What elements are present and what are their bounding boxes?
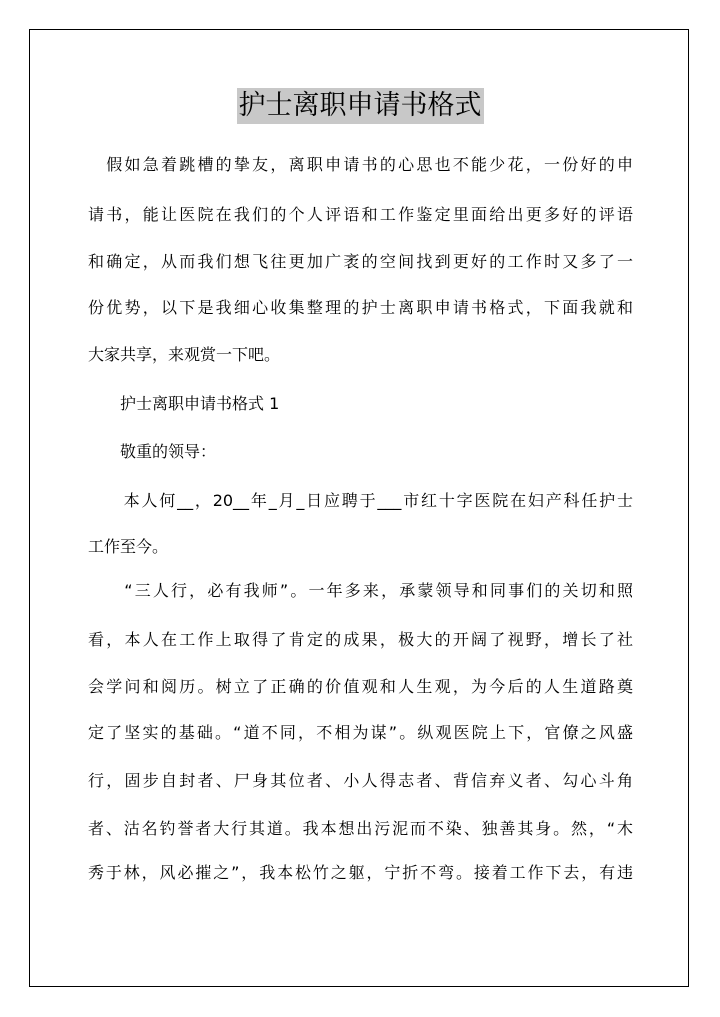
body-line: 行，固步自封者、尸身其位者、小人得志者、背信弃义者、勾心斗角 xyxy=(88,771,633,790)
body-line: 会学问和阅历。树立了正确的价值观和人生观，为今后的人生道路奠 xyxy=(88,677,633,696)
document-title: 护士离职申请书格式 xyxy=(237,88,484,124)
body-line: 份优势，以下是我细心收集整理的护士离职申请书格式，下面我就和 xyxy=(88,298,633,317)
body-line: 假如急着跳槽的挚友，离职申请书的心思也不能少花，一份好的申 xyxy=(88,155,633,174)
body-line: 者、沽名钓誉者大行其道。我本想出污泥而不染、独善其身。然，“木 xyxy=(88,819,633,838)
body-line: “三人行，必有我师”。一年多来，承蒙领导和同事们的关切和照 xyxy=(88,581,633,600)
body-line: 请书，能让医院在我们的个人评语和工作鉴定里面给出更多好的评语 xyxy=(88,205,633,224)
section-heading: 护士离职申请书格式 1 xyxy=(88,394,280,413)
body-line: 和确定，从而我们想飞往更加广袤的空间找到更好的工作时又多了一 xyxy=(88,252,633,271)
body-line: 秀于林，风必摧之”，我本松竹之躯，宁折不弯。接着工作下去，有违 xyxy=(88,863,633,882)
body-line: 工作至今。 xyxy=(88,537,169,556)
body-line: 看，本人在工作上取得了肯定的成果，极大的开阔了视野，增长了社 xyxy=(88,630,633,649)
salutation: 敬重的领导： xyxy=(88,442,217,461)
body-line: 定了坚实的基础。“道不同，不相为谋”。纵观医院上下，官僚之风盛 xyxy=(88,723,633,742)
body-line: 本人何__，20__年_月_日应聘于___市红十字医院在妇产科任护士 xyxy=(88,491,633,510)
title-container xyxy=(0,88,720,124)
body-line: 大家共享，来观赏一下吧。 xyxy=(88,345,281,364)
